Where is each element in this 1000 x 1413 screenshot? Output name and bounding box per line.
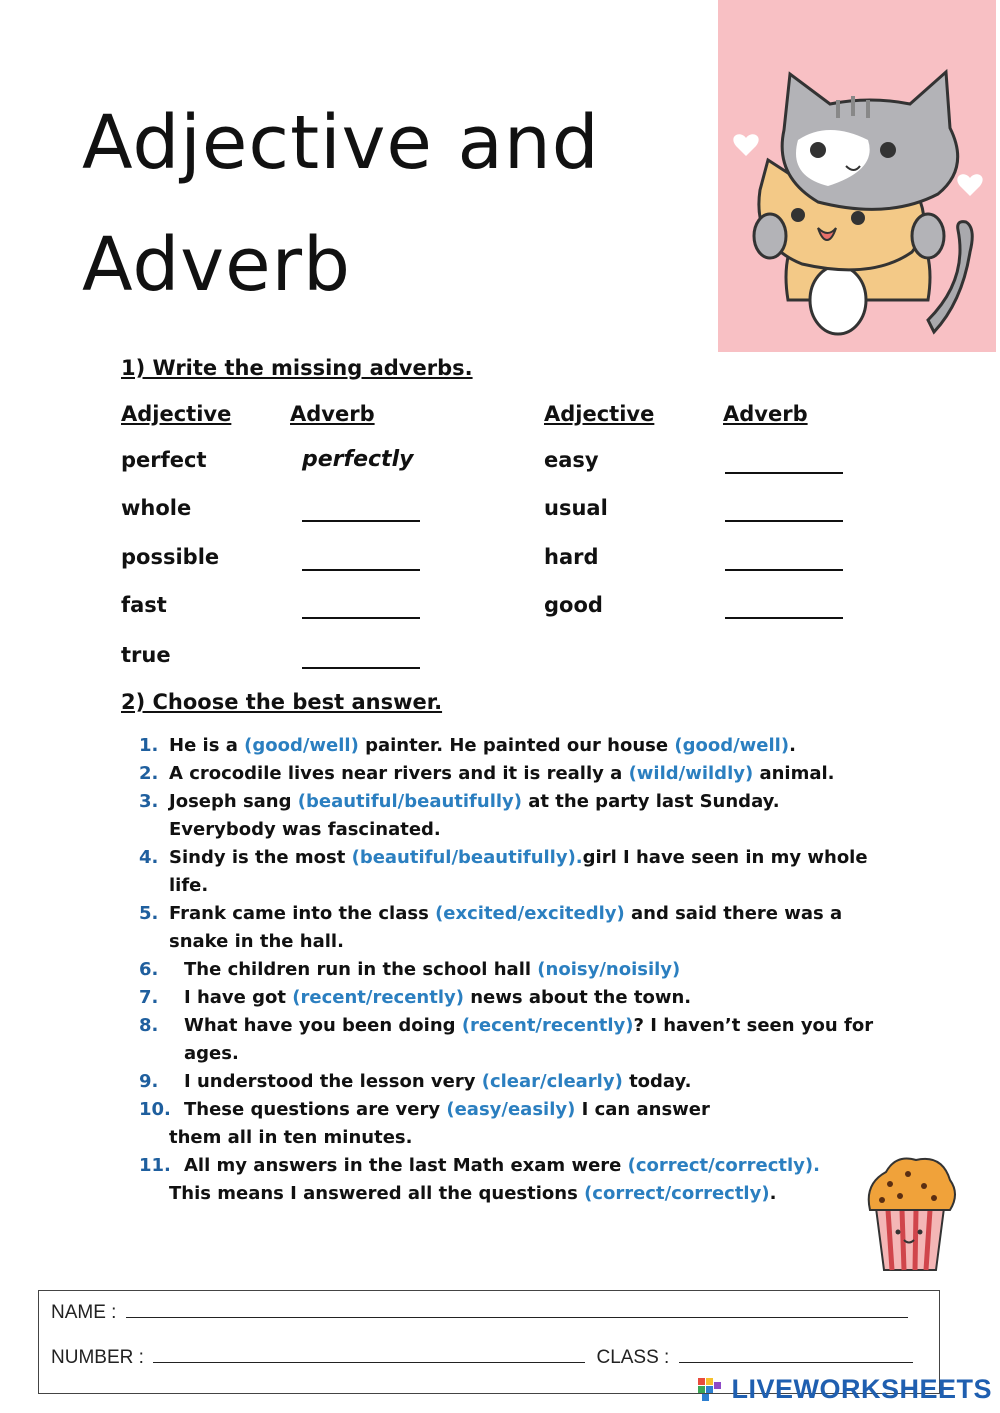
section2-heading: 2) Choose the best answer. [121, 690, 443, 714]
adverb-answer: perfectly [302, 447, 414, 472]
adverb-blank[interactable] [725, 569, 843, 571]
class-field[interactable] [679, 1362, 913, 1363]
question-number: 9. [139, 1071, 159, 1092]
question-text: snake in the hall. [169, 931, 344, 952]
question-line [169, 847, 868, 868]
question-line [184, 1155, 820, 1176]
adjective-item: fast [121, 593, 167, 617]
liveworksheets-logo-icon [698, 1378, 722, 1406]
question-text: painter. He painted our house [358, 735, 675, 756]
answer-choice[interactable]: (clear/clearly) [481, 1071, 623, 1092]
adjective-item: true [121, 643, 171, 667]
adverb-blank[interactable] [302, 520, 420, 522]
question-text: A crocodile lives near rivers and it is really a [169, 763, 629, 784]
question-line [169, 735, 796, 756]
cats-icon [718, 0, 996, 352]
question-text: He is a [169, 735, 245, 756]
question-text: animal. [753, 763, 835, 784]
question-text: ages. [184, 1043, 239, 1064]
adjective-item: possible [121, 545, 220, 569]
muffin-illustration [862, 1152, 958, 1278]
question-text: them all in ten minutes. [169, 1127, 413, 1148]
cats-illustration [718, 0, 996, 352]
question-line [169, 903, 842, 924]
answer-choice[interactable]: (excited/excitedly) [435, 903, 625, 924]
question-number: 5. [139, 903, 159, 924]
col-header-adjective-right: Adjective [544, 402, 655, 426]
section1-heading: 1) Write the missing adverbs. [121, 356, 473, 380]
question-text: Joseph sang [169, 791, 298, 812]
answer-choice[interactable]: (recent/recently) [461, 1015, 634, 1036]
question-number: 11. [139, 1155, 171, 1176]
muffin-icon [862, 1152, 958, 1274]
question-number: 6. [139, 959, 159, 980]
col-header-adjective-left: Adjective [121, 402, 232, 426]
adverb-blank[interactable] [302, 569, 420, 571]
answer-choice[interactable]: (good/well) [674, 735, 790, 756]
question-number: 10. [139, 1099, 171, 1120]
title-line-2: Adverb [82, 222, 352, 308]
brand-logo[interactable]: LIVEWORKSHEETS [731, 1374, 992, 1404]
question-line [169, 819, 441, 840]
question-text: at the party last Sunday. [522, 791, 780, 812]
question-line [169, 931, 344, 952]
adjective-item: perfect [121, 448, 207, 472]
title-line-1: Adjective and [82, 100, 600, 186]
number-label: NUMBER : [51, 1347, 144, 1368]
adjective-item: good [544, 593, 603, 617]
adverb-blank[interactable] [725, 617, 843, 619]
adverb-blank[interactable] [302, 667, 420, 669]
adjective-item: hard [544, 545, 599, 569]
adverb-blank[interactable] [725, 520, 843, 522]
answer-choice[interactable]: (good/well) [244, 735, 359, 756]
question-text: Everybody was fascinated. [169, 819, 441, 840]
question-text: Frank came into the class [169, 903, 436, 924]
adjective-item: whole [121, 496, 192, 520]
question-text: This means I answered all the questions [169, 1183, 585, 1204]
question-text: life. [169, 875, 209, 896]
question-text: The children run in the school hall [184, 959, 538, 980]
question-number: 3. [139, 791, 159, 812]
col-header-adverb-right: Adverb [723, 402, 808, 426]
question-text: . [769, 1183, 777, 1204]
question-number: 1. [139, 735, 159, 756]
question-line [169, 1127, 412, 1148]
question-text: I can answer [575, 1099, 710, 1120]
answer-choice[interactable]: (beautiful/beautifully). [351, 847, 583, 868]
question-text: today. [622, 1071, 692, 1092]
question-text: and said there was a [624, 903, 843, 924]
question-number: 7. [139, 987, 159, 1008]
adjective-item: usual [544, 496, 608, 520]
question-line [184, 1099, 710, 1120]
number-field[interactable] [153, 1362, 585, 1363]
question-text: These questions are very [184, 1099, 447, 1120]
question-line [184, 1015, 873, 1036]
col-header-adverb-left: Adverb [290, 402, 375, 426]
question-text: ? I haven’t seen you for [633, 1015, 874, 1036]
question-text: What have you been doing [184, 1015, 462, 1036]
question-line [184, 1071, 691, 1092]
name-field[interactable] [126, 1317, 908, 1318]
question-line [184, 987, 691, 1008]
name-label: NAME : [51, 1302, 117, 1323]
answer-choice[interactable]: (wild/wildly) [628, 763, 754, 784]
answer-choice[interactable]: (correct/correctly) [584, 1183, 770, 1204]
adverb-blank[interactable] [302, 617, 420, 619]
question-number: 8. [139, 1015, 159, 1036]
question-text: girl I have seen in my whole [582, 847, 868, 868]
answer-choice[interactable]: (noisy/noisily) [537, 959, 681, 980]
class-label: CLASS : [596, 1347, 670, 1368]
question-line [184, 1043, 239, 1064]
question-text: Sindy is the most [169, 847, 352, 868]
question-line [169, 875, 208, 896]
question-text: All my answers in the last Math exam were [184, 1155, 628, 1176]
question-number: 4. [139, 847, 159, 868]
question-line [169, 1183, 776, 1204]
question-number: 2. [139, 763, 159, 784]
answer-choice[interactable]: (easy/easily) [446, 1099, 576, 1120]
answer-choice[interactable]: (recent/recently) [292, 987, 464, 1008]
adverb-blank[interactable] [725, 472, 843, 474]
question-line [169, 763, 835, 784]
question-text: I understood the lesson very [184, 1071, 482, 1092]
question-line [184, 959, 680, 980]
question-text: I have got [184, 987, 293, 1008]
answer-choice[interactable]: (beautiful/beautifully) [297, 791, 522, 812]
answer-choice[interactable]: (correct/correctly). [627, 1155, 820, 1176]
question-text: news about the town. [463, 987, 692, 1008]
adjective-item: easy [544, 448, 599, 472]
question-text: . [789, 735, 796, 756]
question-line [169, 791, 780, 812]
